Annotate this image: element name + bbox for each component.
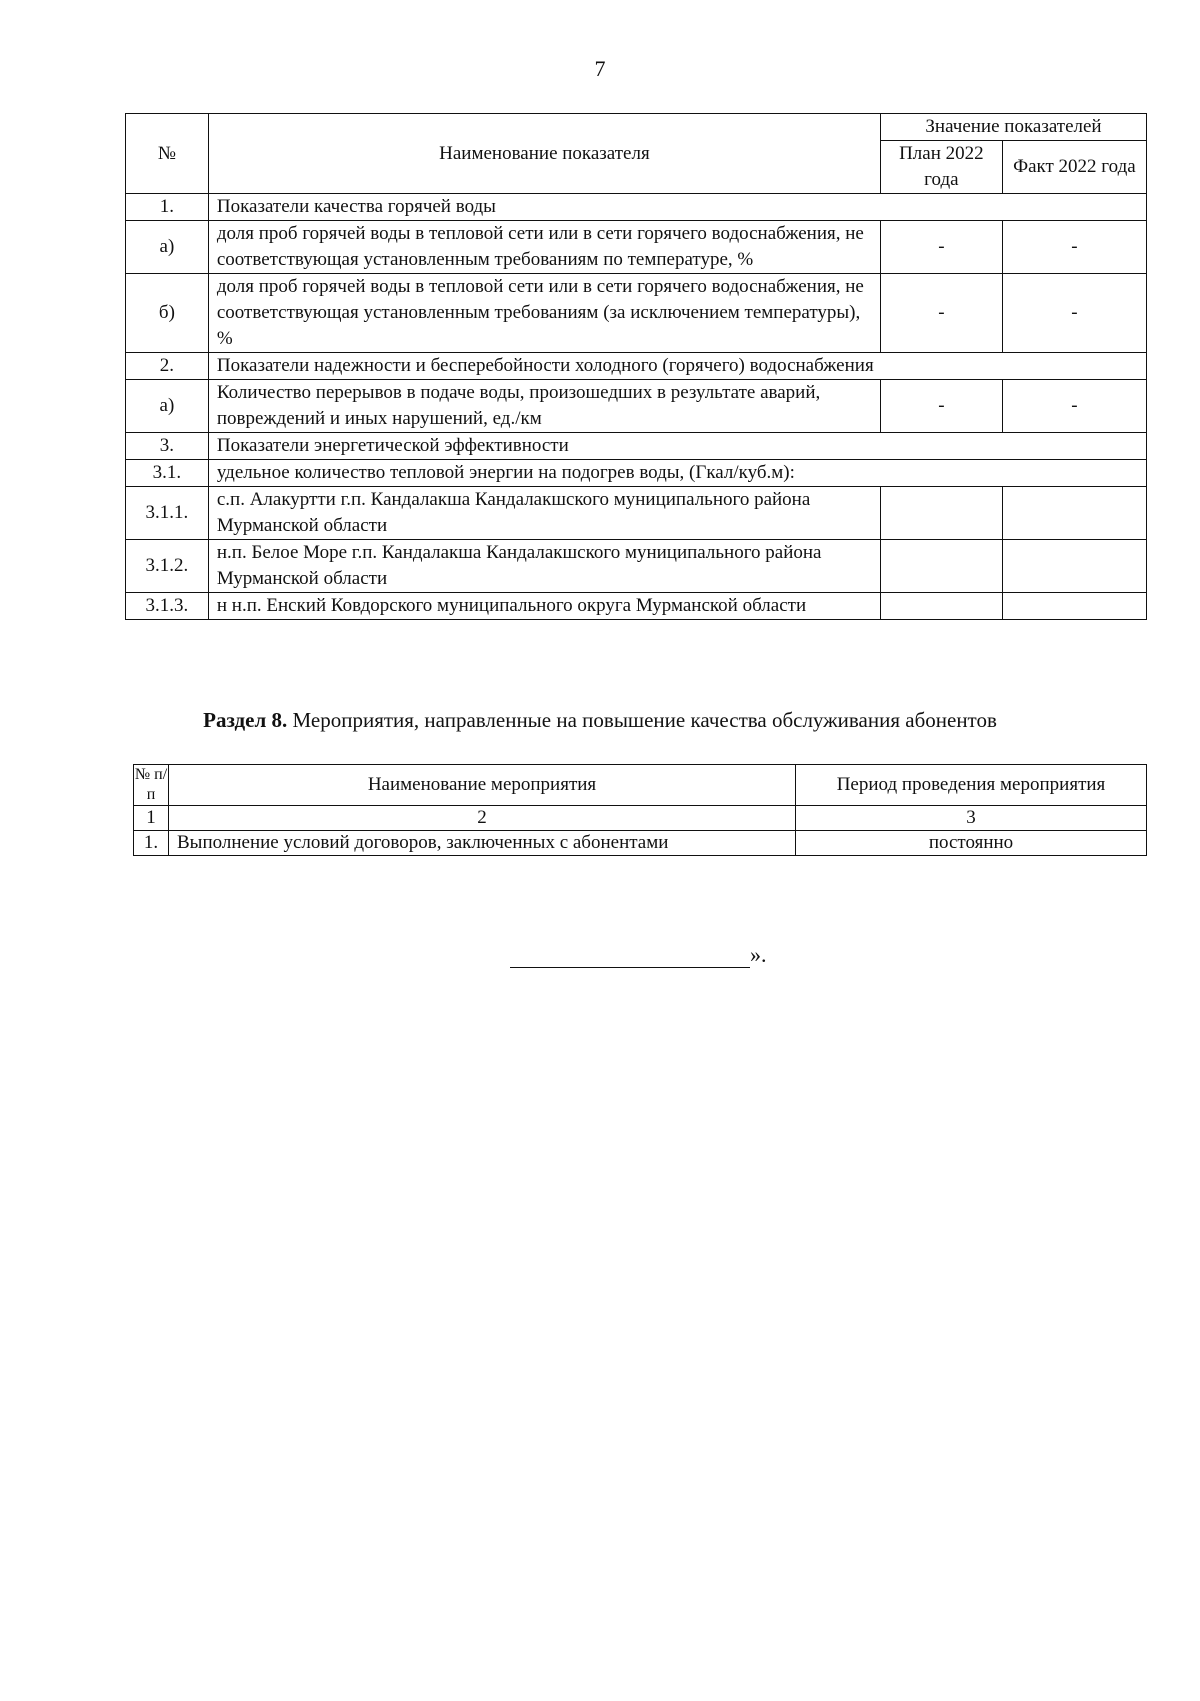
indicator-name: доля проб горячей воды в тепловой сети или в сети горячего водоснабжения, не соответствующая установленным требованиям (за исключением температуры), % <box>208 274 880 353</box>
indicator-name: с.п. Алакуртти г.п. Кандалакша Кандалакшского муниципального района Мурманской области <box>208 487 880 540</box>
measures-row <box>134 831 1147 856</box>
indicator-num: 3. <box>126 433 209 460</box>
indicator-num: а) <box>126 221 209 274</box>
measure-name: Выполнение условий договоров, заключенных с абонентами <box>169 831 796 856</box>
measures-table <box>133 764 1147 856</box>
closing-quote: ». <box>750 942 767 967</box>
header-plan: План 2022 года <box>881 141 1003 194</box>
indicators-table <box>125 113 1147 620</box>
signature-line <box>510 945 750 968</box>
measures-colnum-2: 2 <box>169 806 796 831</box>
indicator-plan-value <box>881 487 1003 540</box>
header-fact: Факт 2022 года <box>1002 141 1146 194</box>
indicator-num: 2. <box>126 353 209 380</box>
indicator-plan-value: - <box>881 274 1003 353</box>
indicator-name: Показатели качества горячей воды <box>208 194 1146 221</box>
indicator-name: Количество перерывов в подаче воды, произошедших в результате аварий, повреждений и иных нарушений, ед./км <box>208 380 880 433</box>
header-num: № <box>126 114 209 194</box>
indicator-row <box>126 593 1147 620</box>
indicator-fact-value: - <box>1002 221 1146 274</box>
indicator-fact-value <box>1002 593 1146 620</box>
page-number: 7 <box>594 56 606 81</box>
section-8-label: Раздел 8. <box>203 708 288 732</box>
indicator-row <box>126 380 1147 433</box>
indicator-row <box>126 353 1147 380</box>
indicator-num: 3.1. <box>126 460 209 487</box>
measures-colnum-1: 1 <box>134 806 169 831</box>
indicator-row <box>126 540 1147 593</box>
indicator-name: Показатели надежности и бесперебойности холодного (горячего) водоснабжения <box>208 353 1146 380</box>
indicator-num: а) <box>126 380 209 433</box>
indicator-name: н н.п. Енский Ковдорского муниципального округа Мурманской области <box>208 593 880 620</box>
indicators-body <box>126 194 1147 620</box>
indicator-row <box>126 460 1147 487</box>
measures-header-num: № п/п <box>134 765 169 806</box>
indicator-plan-value: - <box>881 221 1003 274</box>
indicator-num: 1. <box>126 194 209 221</box>
indicator-plan-value <box>881 540 1003 593</box>
indicator-name: Показатели энергетической эффективности <box>208 433 1146 460</box>
indicator-name: н.п. Белое Море г.п. Кандалакша Кандалакшского муниципального района Мурманской области <box>208 540 880 593</box>
measure-period: постоянно <box>796 831 1147 856</box>
indicator-fact-value: - <box>1002 274 1146 353</box>
indicator-fact-value <box>1002 487 1146 540</box>
indicator-fact-value: - <box>1002 380 1146 433</box>
indicator-plan-value: - <box>881 380 1003 433</box>
measures-header-name: Наименование мероприятия <box>169 765 796 806</box>
indicator-plan-value <box>881 593 1003 620</box>
indicator-row <box>126 433 1147 460</box>
indicator-num: 3.1.2. <box>126 540 209 593</box>
indicator-row <box>126 487 1147 540</box>
indicator-name: доля проб горячей воды в тепловой сети или в сети горячего водоснабжения, не соответствующая установленным требованиям по температуре, % <box>208 221 880 274</box>
indicator-fact-value <box>1002 540 1146 593</box>
section-8-title: Мероприятия, направленные на повышение качества обслуживания абонентов <box>287 708 997 732</box>
section-8-heading <box>0 708 1200 733</box>
indicator-row <box>126 221 1147 274</box>
indicator-name: удельное количество тепловой энергии на подогрев воды, (Гкал/куб.м): <box>208 460 1146 487</box>
indicator-row <box>126 274 1147 353</box>
indicator-num: б) <box>126 274 209 353</box>
measures-header-period: Период проведения мероприятия <box>796 765 1147 806</box>
measure-num: 1. <box>134 831 169 856</box>
indicator-row <box>126 194 1147 221</box>
measures-colnum-3: 3 <box>796 806 1147 831</box>
indicator-num: 3.1.1. <box>126 487 209 540</box>
header-name: Наименование показателя <box>208 114 880 194</box>
closing-line <box>510 942 767 968</box>
indicator-num: 3.1.3. <box>126 593 209 620</box>
header-values-group: Значение показателей <box>881 114 1147 141</box>
